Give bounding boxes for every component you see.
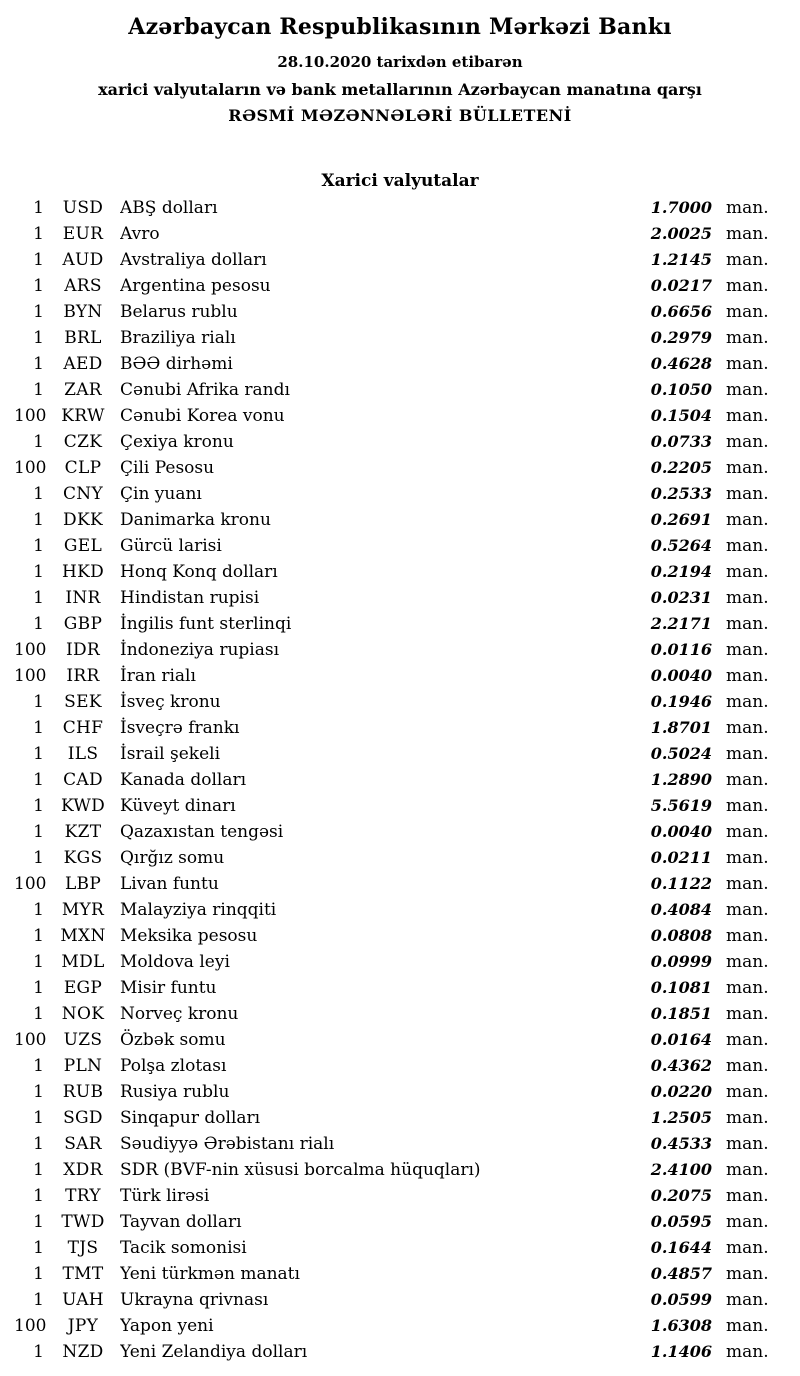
row-name: Yeni Zelandiya dolları [120, 1342, 308, 1362]
row-name: Braziliya rialı [120, 328, 236, 348]
row-rate: 0.1851 [650, 1004, 712, 1023]
row-rate: 0.0164 [650, 1030, 712, 1049]
row-code: CHF [62, 718, 104, 738]
table-row [14, 1209, 770, 1235]
row-code: TRY [65, 1186, 101, 1206]
row-code: SAR [64, 1134, 102, 1154]
row-rate: 0.0217 [650, 276, 712, 295]
row-unit: man. [726, 1108, 769, 1128]
table-row [14, 455, 770, 481]
row-qty: 1 [33, 1082, 44, 1102]
row-qty: 1 [33, 1056, 44, 1076]
row-name: Cənubi Korea vonu [120, 406, 285, 426]
table-row [14, 403, 770, 429]
row-unit: man. [726, 458, 769, 478]
row-name: Avro [120, 224, 160, 244]
row-rate: 0.1644 [650, 1238, 712, 1257]
row-qty: 1 [33, 536, 44, 556]
table-row [14, 1131, 770, 1157]
row-code: USD [62, 198, 104, 218]
row-code: TJS [67, 1238, 99, 1258]
row-rate: 5.5619 [650, 796, 712, 815]
row-qty: 1 [33, 1134, 44, 1154]
table-row [14, 429, 770, 455]
row-qty: 1 [33, 1186, 44, 1206]
row-unit: man. [726, 744, 769, 764]
row-name: Çili Pesosu [120, 458, 215, 478]
row-code: KWD [60, 796, 106, 816]
row-code: IRR [66, 666, 100, 686]
row-qty: 1 [33, 1108, 44, 1128]
row-qty: 1 [33, 380, 44, 400]
row-code: CLP [64, 458, 102, 478]
row-name: Tacik somonisi [120, 1238, 247, 1258]
row-qty: 1 [33, 250, 44, 270]
row-unit: man. [726, 1316, 769, 1336]
row-code: KZT [64, 822, 102, 842]
row-code: SGD [63, 1108, 103, 1128]
row-unit: man. [726, 1004, 769, 1024]
row-qty: 1 [33, 484, 44, 504]
row-unit: man. [726, 1290, 769, 1310]
table-row [14, 221, 770, 247]
table-row [14, 481, 770, 507]
table-row [14, 975, 770, 1001]
row-unit: man. [726, 302, 769, 322]
row-code: INR [65, 588, 101, 608]
table-row [14, 1183, 770, 1209]
row-code: ILS [67, 744, 99, 764]
row-qty: 100 [14, 458, 47, 478]
row-name: Qazaxıstan tengəsi [120, 822, 284, 842]
row-name: Kanada dolları [120, 770, 247, 790]
row-rate: 1.1406 [650, 1342, 712, 1361]
table-row [14, 299, 770, 325]
row-name: Gürcü larisi [120, 536, 222, 556]
table-row [14, 273, 770, 299]
row-code: EGP [63, 978, 103, 998]
row-rate: 0.0231 [650, 588, 712, 607]
row-name: Yapon yeni [120, 1316, 214, 1336]
row-unit: man. [726, 198, 769, 218]
row-rate: 0.2979 [650, 328, 712, 347]
row-rate: 2.0025 [650, 224, 712, 243]
row-code: BRL [64, 328, 102, 348]
row-qty: 100 [14, 874, 47, 894]
row-code: RUB [62, 1082, 104, 1102]
row-rate: 0.2075 [650, 1186, 712, 1205]
row-unit: man. [726, 770, 769, 790]
row-code: ZAR [64, 380, 102, 400]
row-rate: 0.4857 [650, 1264, 712, 1283]
row-rate: 2.4100 [650, 1160, 712, 1179]
row-unit: man. [726, 536, 769, 556]
row-name: Özbək somu [120, 1030, 226, 1050]
row-rate: 0.4084 [650, 900, 712, 919]
row-qty: 1 [33, 1004, 44, 1024]
row-unit: man. [726, 588, 769, 608]
row-unit: man. [726, 666, 769, 686]
row-code: UZS [63, 1030, 103, 1050]
table-row [14, 1313, 770, 1339]
row-qty: 100 [14, 666, 47, 686]
row-code: CZK [63, 432, 103, 452]
row-rate: 0.0599 [650, 1290, 712, 1309]
effective-date-line: 28.10.2020 tarixdən etibarən [277, 53, 523, 71]
row-rate: 0.2691 [650, 510, 712, 529]
table-row [14, 819, 770, 845]
table-row [14, 325, 770, 351]
row-name: ABŞ dolları [120, 198, 218, 218]
row-unit: man. [726, 484, 769, 504]
row-unit: man. [726, 1212, 769, 1232]
row-qty: 100 [14, 1030, 47, 1050]
row-rate: 0.1050 [650, 380, 712, 399]
row-qty: 1 [33, 1212, 44, 1232]
row-name: Belarus rublu [120, 302, 238, 322]
row-code: SEK [64, 692, 102, 712]
table-row [14, 897, 770, 923]
row-code: AED [63, 354, 103, 374]
row-code: KGS [63, 848, 103, 868]
row-unit: man. [726, 1134, 769, 1154]
row-qty: 1 [33, 952, 44, 972]
row-unit: man. [726, 510, 769, 530]
row-name: Meksika pesosu [120, 926, 258, 946]
row-rate: 1.7000 [650, 198, 712, 217]
row-rate: 0.6656 [650, 302, 712, 321]
row-code: UAH [62, 1290, 104, 1310]
row-rate: 0.1504 [650, 406, 712, 425]
table-row [14, 793, 770, 819]
row-code: CNY [62, 484, 103, 504]
row-unit: man. [726, 1238, 769, 1258]
row-unit: man. [726, 978, 769, 998]
row-code: IDR [65, 640, 101, 660]
row-unit: man. [726, 640, 769, 660]
row-rate: 0.0040 [650, 666, 712, 685]
row-rate: 1.6308 [650, 1316, 712, 1335]
row-qty: 1 [33, 432, 44, 452]
row-name: Çexiya kronu [120, 432, 234, 452]
row-code: JPY [67, 1316, 99, 1336]
row-name: Argentina pesosu [120, 276, 271, 296]
row-name: Danimarka kronu [120, 510, 271, 530]
row-unit: man. [726, 926, 769, 946]
row-rate: 2.2171 [650, 614, 712, 633]
row-qty: 1 [33, 614, 44, 634]
row-code: BYN [63, 302, 103, 322]
row-qty: 1 [33, 1290, 44, 1310]
row-unit: man. [726, 1030, 769, 1050]
row-code: NZD [62, 1342, 104, 1362]
row-code: DKK [63, 510, 103, 530]
table-row [14, 1261, 770, 1287]
row-rate: 0.0116 [650, 640, 712, 659]
row-unit: man. [726, 562, 769, 582]
row-unit: man. [726, 848, 769, 868]
row-code: MDL [61, 952, 105, 972]
row-rate: 0.1946 [650, 692, 712, 711]
row-rate: 0.0733 [650, 432, 712, 451]
row-qty: 1 [33, 848, 44, 868]
table-row [14, 663, 770, 689]
table-row [14, 1157, 770, 1183]
row-code: TMT [62, 1264, 104, 1284]
row-code: LBP [64, 874, 102, 894]
row-name: Küveyt dinarı [120, 796, 236, 816]
row-qty: 100 [14, 640, 47, 660]
table-row [14, 559, 770, 585]
bulletin-name-line: RƏSMİ MƏZƏNNƏLƏRİ BÜLLETENİ [228, 106, 572, 125]
row-unit: man. [726, 1186, 769, 1206]
row-qty: 1 [33, 692, 44, 712]
table-row [14, 507, 770, 533]
row-name: İsveçrə frankı [120, 718, 240, 738]
row-name: Livan funtu [120, 874, 219, 894]
row-name: İsveç kronu [120, 692, 221, 712]
row-unit: man. [726, 1160, 769, 1180]
row-name: Cənubi Afrika randı [120, 380, 290, 400]
row-qty: 1 [33, 510, 44, 530]
row-unit: man. [726, 822, 769, 842]
row-rate: 0.0808 [650, 926, 712, 945]
row-rate: 0.0040 [650, 822, 712, 841]
table-row [14, 1027, 770, 1053]
table-row [14, 715, 770, 741]
row-unit: man. [726, 692, 769, 712]
row-name: İndoneziya rupiası [120, 640, 280, 660]
row-qty: 1 [33, 1264, 44, 1284]
row-unit: man. [726, 874, 769, 894]
row-qty: 1 [33, 276, 44, 296]
row-rate: 0.2194 [650, 562, 712, 581]
row-qty: 1 [33, 198, 44, 218]
table-row [14, 871, 770, 897]
row-name: Polşa zlotası [120, 1056, 227, 1076]
row-name: Malayziya rinqqiti [120, 900, 277, 920]
table-row [14, 611, 770, 637]
row-qty: 1 [33, 354, 44, 374]
row-rate: 0.0211 [650, 848, 712, 867]
row-code: GBP [63, 614, 103, 634]
row-qty: 1 [33, 302, 44, 322]
row-qty: 1 [33, 224, 44, 244]
row-rate: 0.0999 [650, 952, 712, 971]
row-qty: 100 [14, 406, 47, 426]
row-unit: man. [726, 328, 769, 348]
row-rate: 0.0220 [650, 1082, 712, 1101]
row-rate: 0.4628 [650, 354, 712, 373]
row-unit: man. [726, 796, 769, 816]
page-title: Azərbaycan Respublikasının Mərkəzi Bankı [128, 14, 672, 40]
row-rate: 0.1081 [650, 978, 712, 997]
row-code: XDR [63, 1160, 103, 1180]
table-row [14, 1339, 770, 1365]
row-unit: man. [726, 718, 769, 738]
table-row [14, 637, 770, 663]
row-name: İran rialı [120, 666, 196, 686]
row-code: TWD [61, 1212, 105, 1232]
table-row [14, 767, 770, 793]
row-name: BƏƏ dirhəmi [120, 354, 233, 374]
row-rate: 0.2533 [650, 484, 712, 503]
row-rate: 1.8701 [650, 718, 712, 737]
row-unit: man. [726, 1056, 769, 1076]
row-qty: 1 [33, 926, 44, 946]
row-qty: 1 [33, 900, 44, 920]
table-row [14, 845, 770, 871]
row-unit: man. [726, 250, 769, 270]
table-row [14, 1001, 770, 1027]
row-qty: 1 [33, 744, 44, 764]
row-unit: man. [726, 952, 769, 972]
row-unit: man. [726, 1342, 769, 1362]
row-qty: 1 [33, 328, 44, 348]
row-name: İsrail şekeli [120, 744, 220, 764]
row-code: KRW [61, 406, 105, 426]
table-row [14, 377, 770, 403]
table-row [14, 533, 770, 559]
table-row [14, 585, 770, 611]
row-qty: 100 [14, 1316, 47, 1336]
row-rate: 0.5024 [650, 744, 712, 763]
table-row [14, 689, 770, 715]
row-unit: man. [726, 432, 769, 452]
row-qty: 1 [33, 588, 44, 608]
row-name: Ukrayna qrivnası [120, 1290, 269, 1310]
table-row [14, 1079, 770, 1105]
row-qty: 1 [33, 1160, 44, 1180]
row-rate: 1.2505 [650, 1108, 712, 1127]
row-name: Tayvan dolları [120, 1212, 242, 1232]
row-qty: 1 [33, 770, 44, 790]
row-code: NOK [61, 1004, 105, 1024]
row-name: Misir funtu [120, 978, 217, 998]
table-row [14, 1105, 770, 1131]
subtitle-line: xarici valyutaların və bank metallarının Azərbaycan manatına qarşı [98, 80, 702, 99]
row-code: MYR [61, 900, 105, 920]
table-row [14, 247, 770, 273]
row-unit: man. [726, 354, 769, 374]
section-title-foreign-currencies: Xarici valyutalar [321, 171, 479, 191]
row-qty: 1 [33, 978, 44, 998]
row-code: HKD [61, 562, 105, 582]
row-name: SDR (BVF-nin xüsusi borcalma hüquqları) [120, 1160, 481, 1180]
row-name: Avstraliya dolları [120, 250, 267, 270]
row-qty: 1 [33, 796, 44, 816]
row-name: Səudiyyə Ərəbistanı rialı [120, 1134, 335, 1154]
row-rate: 0.4362 [650, 1056, 712, 1075]
row-name: Rusiya rublu [120, 1082, 230, 1102]
row-name: Norveç kronu [120, 1004, 239, 1024]
row-rate: 0.4533 [650, 1134, 712, 1153]
row-name: Hindistan rupisi [120, 588, 260, 608]
row-rate: 0.2205 [650, 458, 712, 477]
row-qty: 1 [33, 1342, 44, 1362]
row-qty: 1 [33, 1238, 44, 1258]
row-unit: man. [726, 406, 769, 426]
row-unit: man. [726, 380, 769, 400]
table-row [14, 351, 770, 377]
row-rate: 0.1122 [650, 874, 712, 893]
row-qty: 1 [33, 562, 44, 582]
row-qty: 1 [33, 718, 44, 738]
table-row [14, 949, 770, 975]
row-rate: 1.2145 [650, 250, 712, 269]
row-unit: man. [726, 276, 769, 296]
row-code: MXN [60, 926, 106, 946]
row-name: Türk lirəsi [120, 1186, 210, 1206]
row-code: PLN [63, 1056, 103, 1076]
row-code: EUR [62, 224, 104, 244]
row-name: Moldova leyi [120, 952, 230, 972]
table-row [14, 195, 770, 221]
row-code: ARS [64, 276, 102, 296]
row-unit: man. [726, 1264, 769, 1284]
row-name: Honq Konq dolları [120, 562, 278, 582]
row-name: Sinqapur dolları [120, 1108, 261, 1128]
row-unit: man. [726, 224, 769, 244]
row-name: Qırğız somu [120, 848, 225, 868]
row-qty: 1 [33, 822, 44, 842]
table-row [14, 741, 770, 767]
bulletin-header [0, 14, 800, 125]
row-rate: 0.0595 [650, 1212, 712, 1231]
row-name: Yeni türkmən manatı [120, 1264, 300, 1284]
row-unit: man. [726, 900, 769, 920]
row-code: AUD [62, 250, 104, 270]
row-name: Çin yuanı [120, 484, 202, 504]
row-code: GEL [63, 536, 103, 556]
row-code: CAD [63, 770, 103, 790]
row-unit: man. [726, 614, 769, 634]
row-unit: man. [726, 1082, 769, 1102]
table-row [14, 1053, 770, 1079]
row-rate: 1.2890 [650, 770, 712, 789]
table-row [14, 1235, 770, 1261]
table-row [14, 923, 770, 949]
table-row [14, 1287, 770, 1313]
rates-table [0, 195, 800, 1375]
row-rate: 0.5264 [650, 536, 712, 555]
row-name: İngilis funt sterlinqi [120, 614, 292, 634]
